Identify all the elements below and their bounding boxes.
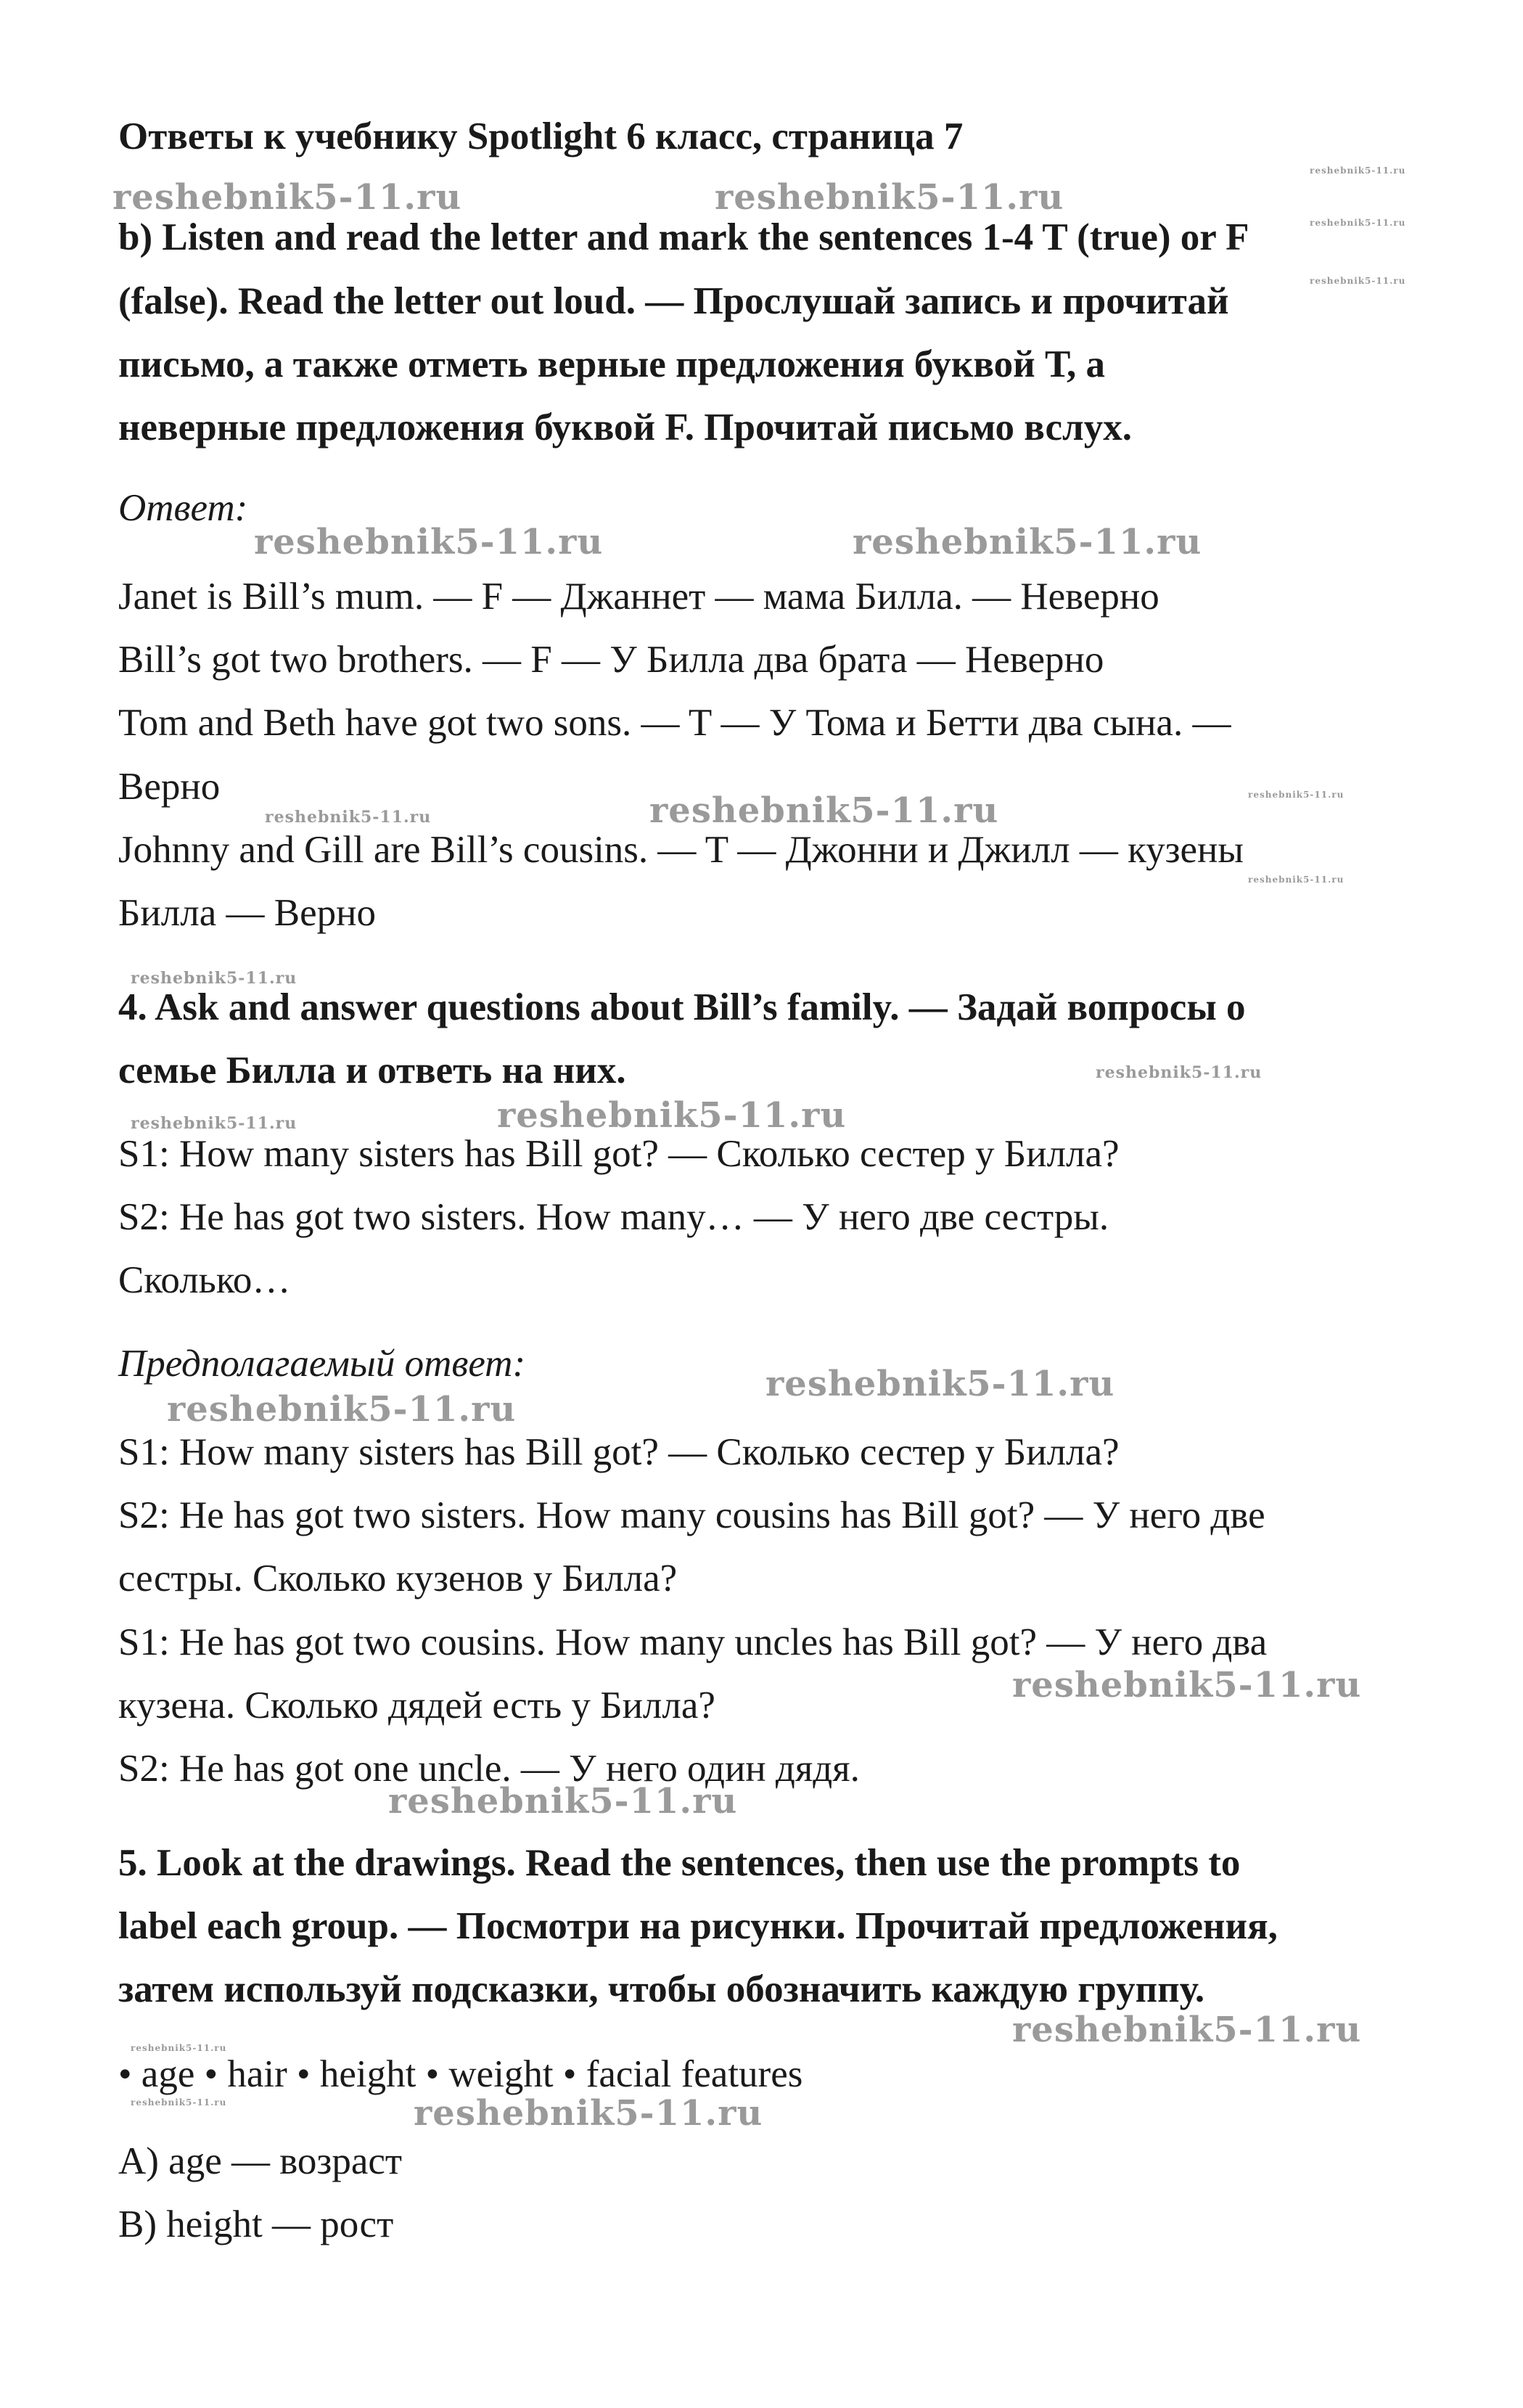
section-b-answer-line-2: Bill’s got two brothers. — F — У Билла два брата — Неверно xyxy=(118,639,1104,681)
section-b-heading-line-3: письмо, а также отметь верные предложения буквой Т, а xyxy=(118,343,1106,385)
watermark: reshebnik5-11.ru xyxy=(131,2097,227,2108)
section-5-heading-line-1: 5. Look at the drawings. Read the sentences, then use the prompts to xyxy=(118,1842,1241,1884)
watermark: reshebnik5-11.ru xyxy=(1248,790,1345,800)
watermark: reshebnik5-11.ru xyxy=(1248,875,1345,885)
section-b-heading-line-1: b) Listen and read the letter and mark the sentences 1-4 T (true) or F xyxy=(118,216,1249,258)
section-4-example-line-2: S2: He has got two sisters. How many… — У него две сестры. xyxy=(118,1196,1109,1238)
section-4-answer-line-3: сестры. Сколько кузенов у Билла? xyxy=(118,1557,678,1600)
watermark: reshebnik5-11.ru xyxy=(414,2093,763,2134)
watermark: reshebnik5-11.ru xyxy=(167,1389,517,1430)
section-b-answer-line-6: Билла — Верно xyxy=(118,892,376,934)
section-b-answer-line-3: Tom and Beth have got two sons. — T — У Тома и Бетти два сына. — xyxy=(118,702,1231,744)
section-4-example-line-3: Сколько… xyxy=(118,1259,291,1301)
section-4-answer-label: Предполагаемый ответ: xyxy=(118,1343,526,1385)
watermark: reshebnik5-11.ru xyxy=(131,2043,227,2053)
page-title: Ответы к учебнику Spotlight 6 класс, страница 7 xyxy=(118,115,964,157)
watermark: reshebnik5-11.ru xyxy=(649,790,999,831)
watermark: reshebnik5-11.ru xyxy=(131,1114,297,1133)
section-4-answer-line-4: S1: He has got two cousins. How many uncles has Bill got? — У него два xyxy=(118,1621,1268,1663)
watermark: reshebnik5-11.ru xyxy=(1310,276,1406,286)
watermark: reshebnik5-11.ru xyxy=(112,177,462,218)
section-b-answer-label: Ответ: xyxy=(118,487,248,529)
section-4-heading-line-2: семье Билла и ответь на них. xyxy=(118,1049,626,1092)
section-b-heading-line-4: неверные предложения буквой F. Прочитай письмо вслух. xyxy=(118,406,1133,449)
watermark: reshebnik5-11.ru xyxy=(497,1095,847,1136)
watermark: reshebnik5-11.ru xyxy=(1012,1665,1362,1705)
section-5-answer-line-1: A) age — возраст xyxy=(118,2140,403,2182)
watermark: reshebnik5-11.ru xyxy=(1012,2010,1362,2050)
watermark: reshebnik5-11.ru xyxy=(765,1364,1115,1404)
section-b-answer-line-4: Верно xyxy=(118,766,221,808)
watermark: reshebnik5-11.ru xyxy=(254,522,604,562)
section-b-heading-line-2: (false). Read the letter out loud. — Прослушай запись и прочитай xyxy=(118,280,1229,322)
watermark: reshebnik5-11.ru xyxy=(715,177,1064,218)
section-5-answer-line-2: B) height — рост xyxy=(118,2203,394,2245)
watermark: reshebnik5-11.ru xyxy=(1310,218,1406,228)
section-b-answer-line-5: Johnny and Gill are Bill’s cousins. — T — Джонни и Джилл — кузены xyxy=(118,829,1244,871)
watermark: reshebnik5-11.ru xyxy=(265,808,432,827)
section-4-example-line-1: S1: How many sisters has Bill got? — Сколько сестер у Билла? xyxy=(118,1133,1120,1175)
section-4-answer-line-2: S2: He has got two sisters. How many cousins has Bill got? — У него две xyxy=(118,1494,1265,1536)
watermark: reshebnik5-11.ru xyxy=(1310,165,1406,176)
section-4-answer-line-5: кузена. Сколько дядей есть у Билла? xyxy=(118,1684,715,1727)
section-b-answer-line-1: Janet is Bill’s mum. — F — Джаннет — мама Билла. — Неверно xyxy=(118,576,1159,618)
section-5-prompts: • age • hair • height • weight • facial features xyxy=(118,2053,803,2095)
watermark: reshebnik5-11.ru xyxy=(388,1781,738,1822)
section-4-heading-line-1: 4. Ask and answer questions about Bill’s family. — Задай вопросы о xyxy=(118,986,1246,1028)
watermark: reshebnik5-11.ru xyxy=(853,522,1202,562)
watermark: reshebnik5-11.ru xyxy=(131,969,297,988)
watermark: reshebnik5-11.ru xyxy=(1096,1063,1263,1082)
section-5-heading-line-3: затем используй подсказки, чтобы обозначить каждую группу. xyxy=(118,1968,1205,2010)
section-4-answer-line-6: S2: He has got one uncle. — У него один дядя. xyxy=(118,1748,860,1790)
section-4-answer-line-1: S1: How many sisters has Bill got? — Сколько сестер у Билла? xyxy=(118,1431,1120,1473)
section-5-heading-line-2: label each group. — Посмотри на рисунки. Прочитай предложения, xyxy=(118,1905,1278,1947)
